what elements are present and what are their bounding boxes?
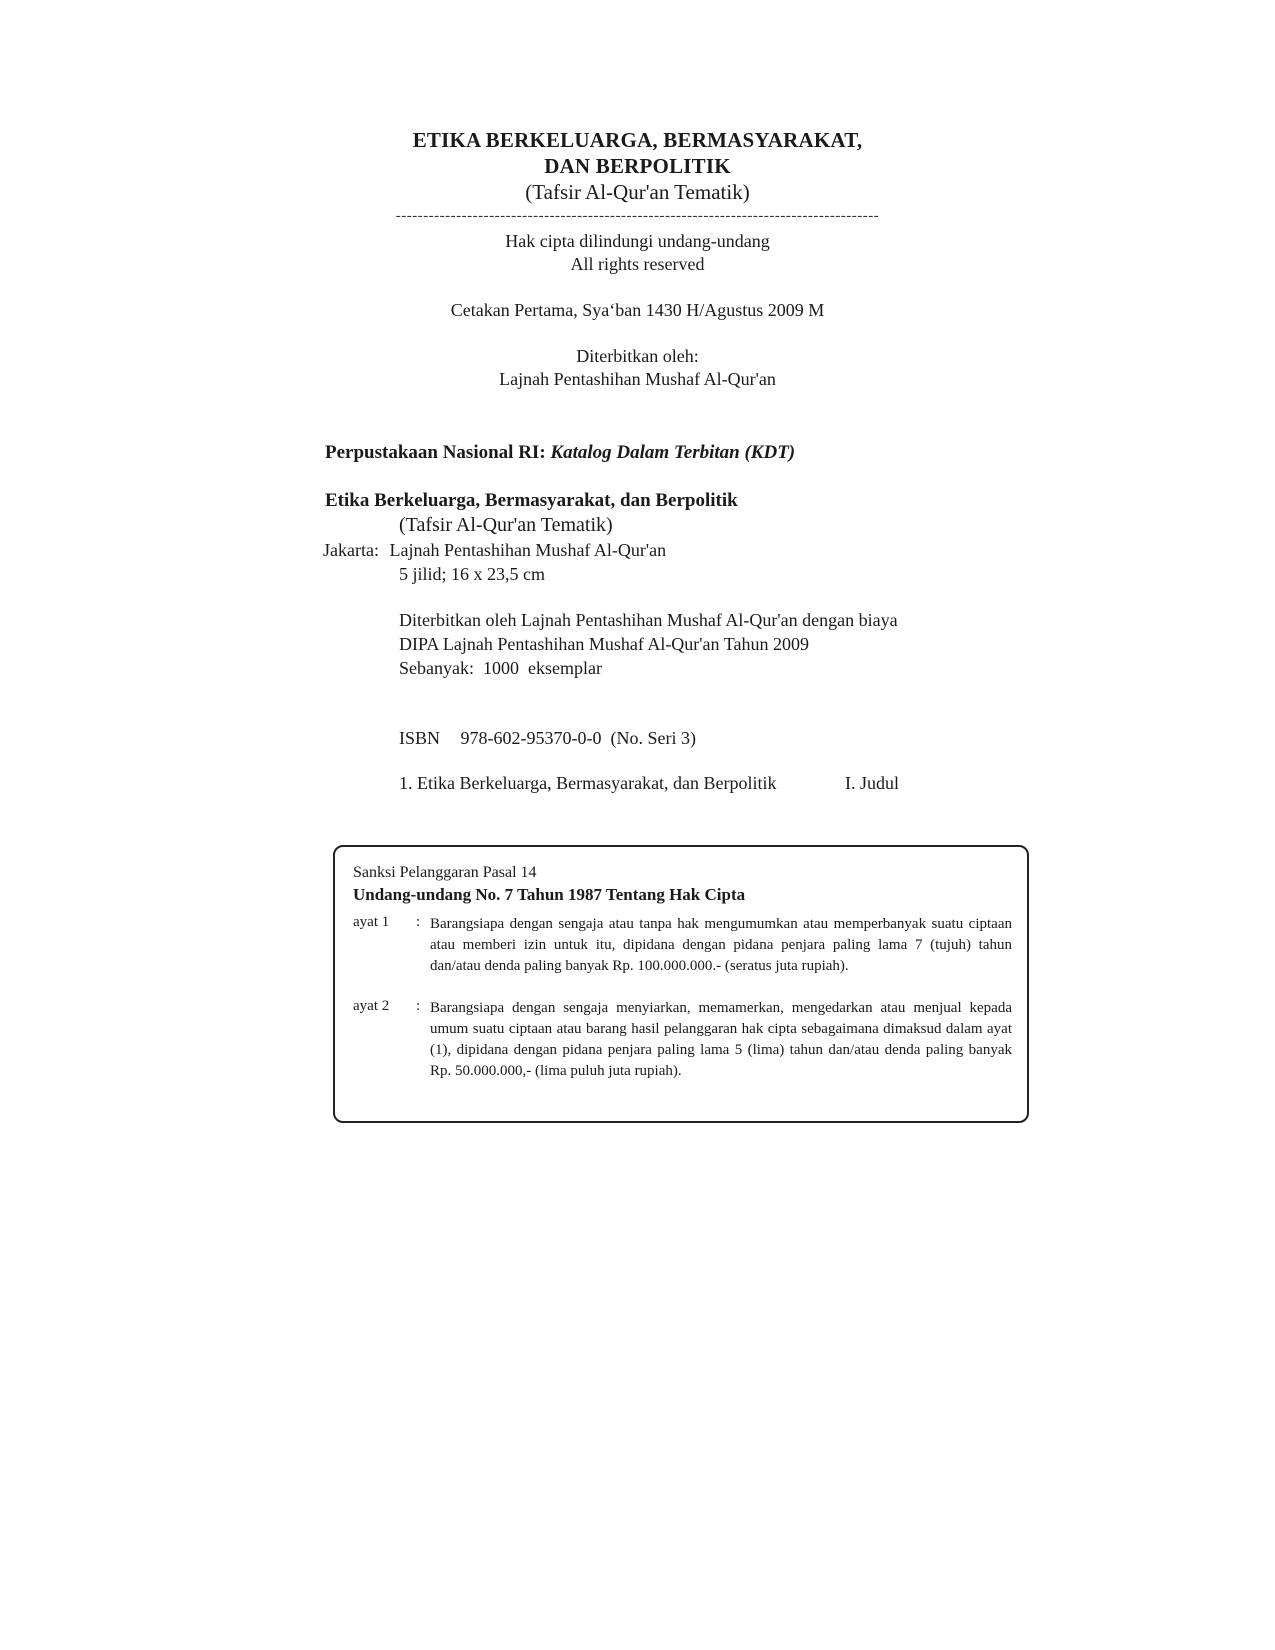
catalog-book-title: Etika Berkeluarga, Bermasyarakat, dan Berpolitik — [325, 490, 738, 511]
catalog-place-label: Jakarta: — [323, 540, 379, 560]
book-title-line1: ETIKA BERKELUARGA, BERMASYARAKAT, — [412, 128, 863, 152]
ayat-2-label: ayat 2 — [353, 998, 390, 1014]
sanctions-box — [333, 845, 1029, 1123]
catalog-copies: Sebanyak: 1000 eksemplar — [399, 658, 602, 678]
catalog-book-subtitle: (Tafsir Al-Qur'an Tematik) — [399, 514, 613, 536]
dashed-separator: ---------------------------------------------------------------------------------------- — [395, 208, 880, 224]
rights-line2: All rights reserved — [570, 254, 705, 274]
catalog-place-value: Lajnah Pentashihan Mushaf Al-Qur'an — [389, 540, 667, 560]
catalog-judul: I. Judul — [845, 773, 899, 793]
ayat-2-colon: : — [416, 998, 421, 1014]
publisher-label: Diterbitkan oleh: — [576, 346, 699, 366]
catalog-isbn-row — [399, 728, 696, 749]
catalog-heading-italic: Katalog Dalam Terbitan (KDT) — [550, 442, 796, 463]
catalog-funding-line1: Diterbitkan oleh Lajnah Pentashihan Mushaf Al-Qur'an dengan biaya — [399, 610, 898, 630]
catalog-heading — [325, 442, 795, 464]
catalog-volumes: 5 jilid; 16 x 23,5 cm — [399, 564, 545, 584]
book-subtitle: (Tafsir Al-Qur'an Tematik) — [525, 180, 750, 204]
ayat-1-text: Barangsiapa dengan sengaja atau tanpa hak mengumumkan atau memperbanyak suatu ciptaan atau memberi izin untuk itu, dipidana dengan pidana penjara paling lama 7 (tujuh) tahun dan/atau denda paling banyak Rp. 100.000.000.- (seratus juta rupiah). — [430, 916, 1012, 974]
sanctions-heading: Sanksi Pelanggaran Pasal 14 — [353, 864, 537, 881]
rights-line1: Hak cipta dilindungi undang-undang — [505, 231, 770, 251]
edition-info: Cetakan Pertama, Sya‘ban 1430 H/Agustus 2009 M — [450, 300, 825, 320]
catalog-funding-line2: DIPA Lajnah Pentashihan Mushaf Al-Qur'an Tahun 2009 — [399, 634, 809, 654]
isbn-label: ISBN — [399, 728, 441, 748]
catalog-subject: 1. Etika Berkeluarga, Bermasyarakat, dan Berpolitik — [399, 773, 777, 793]
ayat-1-colon: : — [416, 914, 421, 930]
isbn-value: 978-602-95370-0-0 (No. Seri 3) — [460, 728, 696, 748]
book-title-line2: DAN BERPOLITIK — [544, 154, 731, 178]
ayat-1-label: ayat 1 — [353, 914, 390, 930]
sanctions-law: Undang-undang No. 7 Tahun 1987 Tentang Hak Cipta — [353, 885, 746, 904]
catalog-heading-bold: Perpustakaan Nasional RI: — [325, 442, 546, 463]
catalog-place-row — [323, 540, 666, 561]
ayat-2-text: Barangsiapa dengan sengaja menyiarkan, memamerkan, mengedarkan atau menjual kepada umum suatu ciptaan atau barang hasil pelanggaran hak cipta sebagaimana dimaksud dalam ayat (1), dipidana dengan pidana penjara paling lama 5 (lima) tahun dan/atau denda paling banyak Rp. 50.000.000,- (lima puluh juta rupiah). — [430, 1000, 1012, 1079]
publisher-name: Lajnah Pentashihan Mushaf Al-Qur'an — [499, 369, 776, 389]
